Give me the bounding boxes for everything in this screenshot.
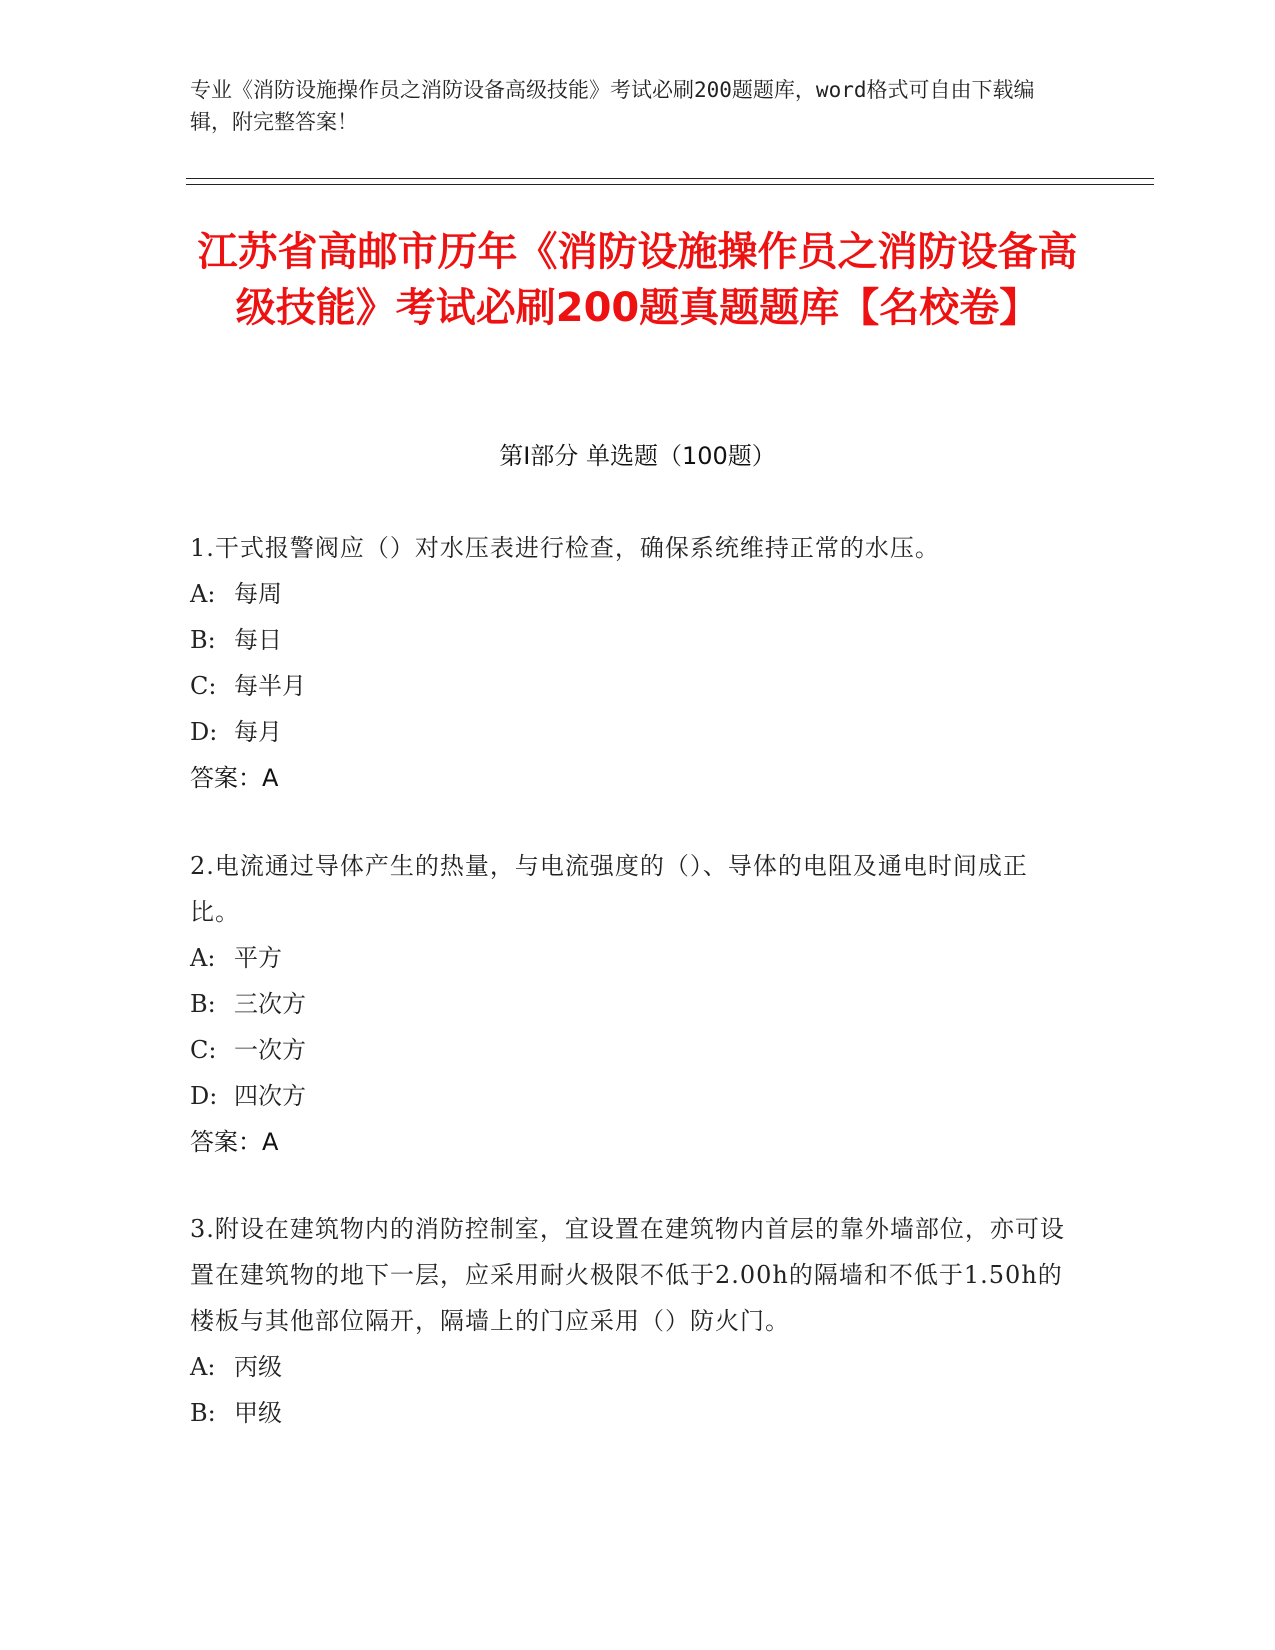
header-rule-top xyxy=(186,178,1154,179)
answer-line: 答案：A xyxy=(190,764,279,792)
section-heading: 第I部分 单选题（100题） xyxy=(499,442,776,470)
option-c: C: 每半月 xyxy=(190,672,306,700)
header-rule-bottom xyxy=(186,184,1154,185)
question-stem: 1.干式报警阀应（）对水压表进行检查，确保系统维持正常的水压。 xyxy=(190,534,940,562)
question-2 xyxy=(190,843,1070,1165)
question-stem: 3.附设在建筑物内的消防控制室，宜设置在建筑物内首层的靠外墙部位，亦可设置在建筑物的地下一层，应采用耐火极限不低于2.00h的隔墙和不低于1.50h的楼板与其他部位隔开，隔墙上的门应采用（）防火门。 xyxy=(190,1215,1065,1335)
option-b: B: 每日 xyxy=(190,626,282,654)
document-title: 江苏省高邮市历年《消防设施操作员之消防设备高级技能》考试必刷200题真题题库【名校卷】 xyxy=(197,229,1078,331)
option-b: B: 三次方 xyxy=(190,990,306,1018)
option-d: D: 四次方 xyxy=(190,1082,306,1110)
option-a: A: 平方 xyxy=(190,944,282,972)
question-1 xyxy=(190,525,1070,801)
question-stem: 2.电流通过导体产生的热量，与电流强度的（）、导体的电阻及通电时间成正比。 xyxy=(190,852,1028,926)
option-a: A: 每周 xyxy=(190,580,282,608)
option-d: D: 每月 xyxy=(190,718,282,746)
answer-line: 答案：A xyxy=(190,1128,279,1156)
header-note: 专业《消防设施操作员之消防设备高级技能》考试必刷200题题库，word格式可自由下载编辑，附完整答案！ xyxy=(190,78,1035,134)
option-b: B: 甲级 xyxy=(190,1399,282,1427)
option-c: C: 一次方 xyxy=(190,1036,306,1064)
question-3 xyxy=(190,1206,1070,1436)
option-a: A: 丙级 xyxy=(190,1353,282,1381)
